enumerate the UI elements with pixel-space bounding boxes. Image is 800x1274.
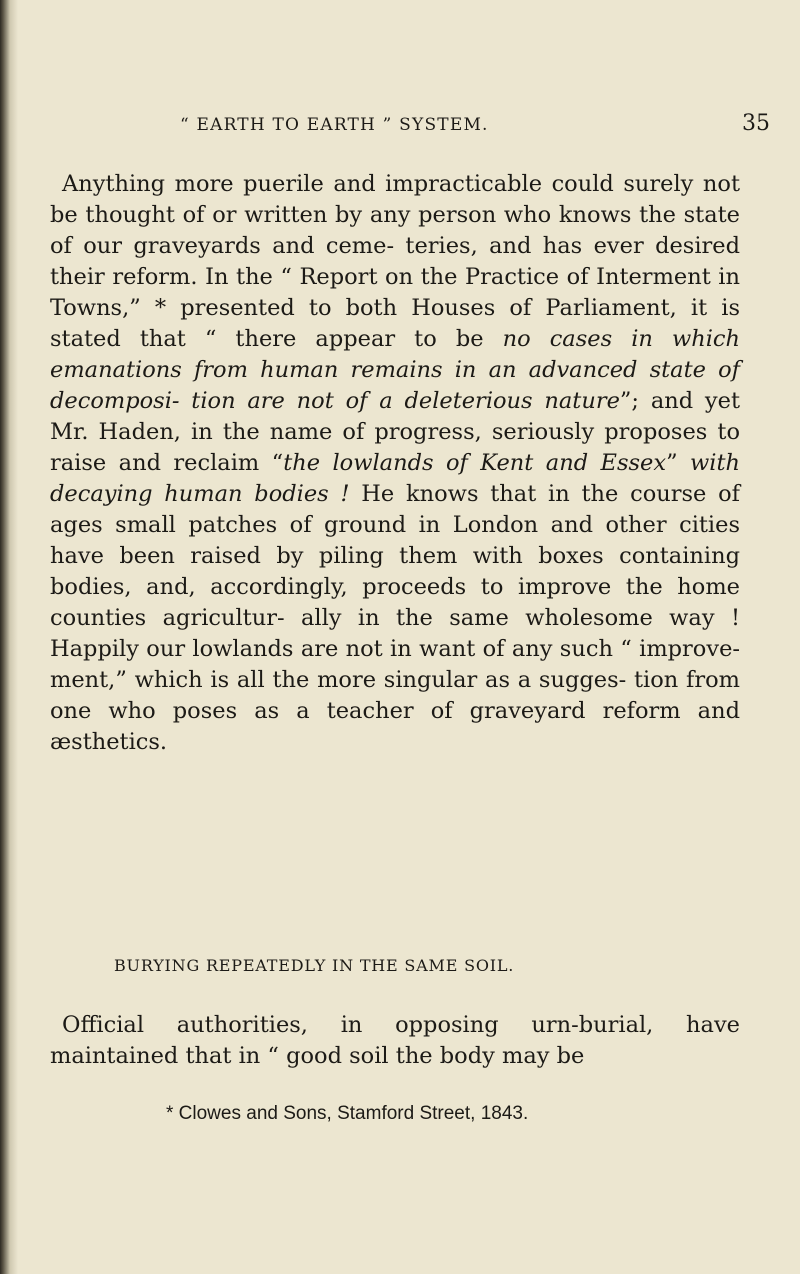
italic-quote: the lowlands of Kent and Essex (283, 450, 667, 476)
footnote: * Clowes and Sons, Stamford Street, 1843. (166, 1103, 529, 1124)
text-run: Anything more puerile and impracticable could surely not be thought of or written by any person who knows the state of our graveyards and ceme- teries, and has ever desired their reform. In the “ Report on the Practice of Interment in Towns,” * presented to both Houses of Parliament, it is stated that “ there appear to be (50, 171, 740, 352)
text-run: ”; and yet Mr. Haden, in the name of progress, seriously proposes to raise and reclaim “ (50, 388, 740, 476)
running-head: “ EARTH TO EARTH ” SYSTEM. (180, 115, 489, 135)
paragraph-official: Official authorities, in opposing urn-burial, have maintained that in “ good soil the body may be (50, 1012, 740, 1069)
section-heading: BURYING REPEATEDLY IN THE SAME SOIL. (114, 956, 515, 975)
text-run: He knows that in the course of ages small patches of ground in London and other cities have been raised by piling them with boxes containing bodies, and, accordingly, proceeds to improve the home counties agricultur- ally in the same wholesome way ! Happily our lowlands are not in want of any such “ improve- ment,” which is all the more singular as a sugges- tion from one who poses as a teacher of graveyard reform and æsthetics. (50, 481, 740, 755)
text-run: ” (666, 450, 691, 476)
italic-emphasis: with decaying human bodies ! (50, 450, 741, 507)
italic-quote: no cases in which emanations from human remains in an advanced state of decomposi- tion are not of a deleterious nature (50, 326, 740, 414)
page-number: 35 (742, 111, 770, 136)
paragraph-main (50, 169, 740, 758)
